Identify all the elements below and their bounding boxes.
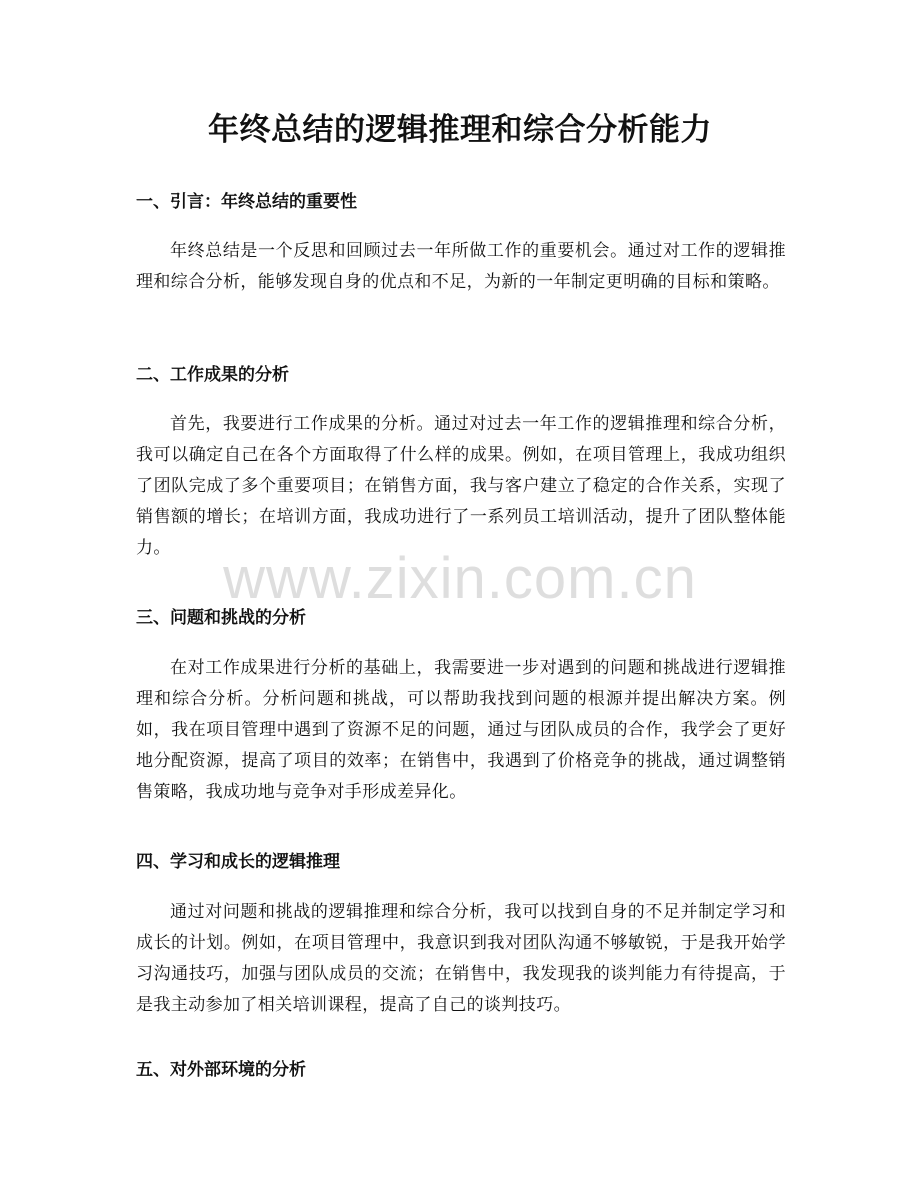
section-heading-learning-growth: 四、学习和成长的逻辑推理	[136, 852, 340, 872]
section-heading-introduction: 一、引言：年终总结的重要性	[136, 192, 357, 212]
page-title: 年终总结的逻辑推理和综合分析能力	[208, 112, 712, 148]
watermark: www.zixin.com.cn	[223, 546, 697, 611]
section-paragraph-learning-growth: 通过对问题和挑战的逻辑推理和综合分析，我可以找到自身的不足并制定学习和成长的计划。例如，在项目管理中，我意识到我对团队沟通不够敏锐，于是我开始学习沟通技巧，加强与团队成员的交流；在销售中，我发现我的谈判能力有待提高，于是我主动参加了相关培训课程，提高了自己的谈判技巧。	[136, 902, 786, 1015]
section-paragraph-work-results: 首先，我要进行工作成果的分析。通过对过去一年工作的逻辑推理和综合分析，我可以确定自己在各个方面取得了什么样的成果。例如，在项目管理上，我成功组织了团队完成了多个重要项目；在销售方面，我与客户建立了稳定的合作关系，实现了销售额的增长；在培训方面，我成功进行了一系列员工培训活动，提升了团队整体能力。	[136, 414, 786, 558]
section-paragraph-problems-challenges: 在对工作成果进行分析的基础上，我需要进一步对遇到的问题和挑战进行逻辑推理和综合分析。分析问题和挑战，可以帮助我找到问题的根源并提出解决方案。例如，我在项目管理中遇到了资源不足的问题，通过与团队成员的合作，我学会了更好地分配资源，提高了项目的效率；在销售中，我遇到了价格竞争的挑战，通过调整销售策略，我成功地与竞争对手形成差异化。	[136, 658, 786, 802]
section-paragraph-introduction: 年终总结是一个反思和回顾过去一年所做工作的重要机会。通过对工作的逻辑推理和综合分析，能够发现自身的优点和不足，为新的一年制定更明确的目标和策略。	[136, 241, 786, 292]
section-heading-work-results: 二、工作成果的分析	[136, 365, 289, 385]
section-heading-external-environment: 五、对外部环境的分析	[136, 1060, 306, 1080]
section-heading-problems-challenges: 三、问题和挑战的分析	[136, 608, 306, 628]
